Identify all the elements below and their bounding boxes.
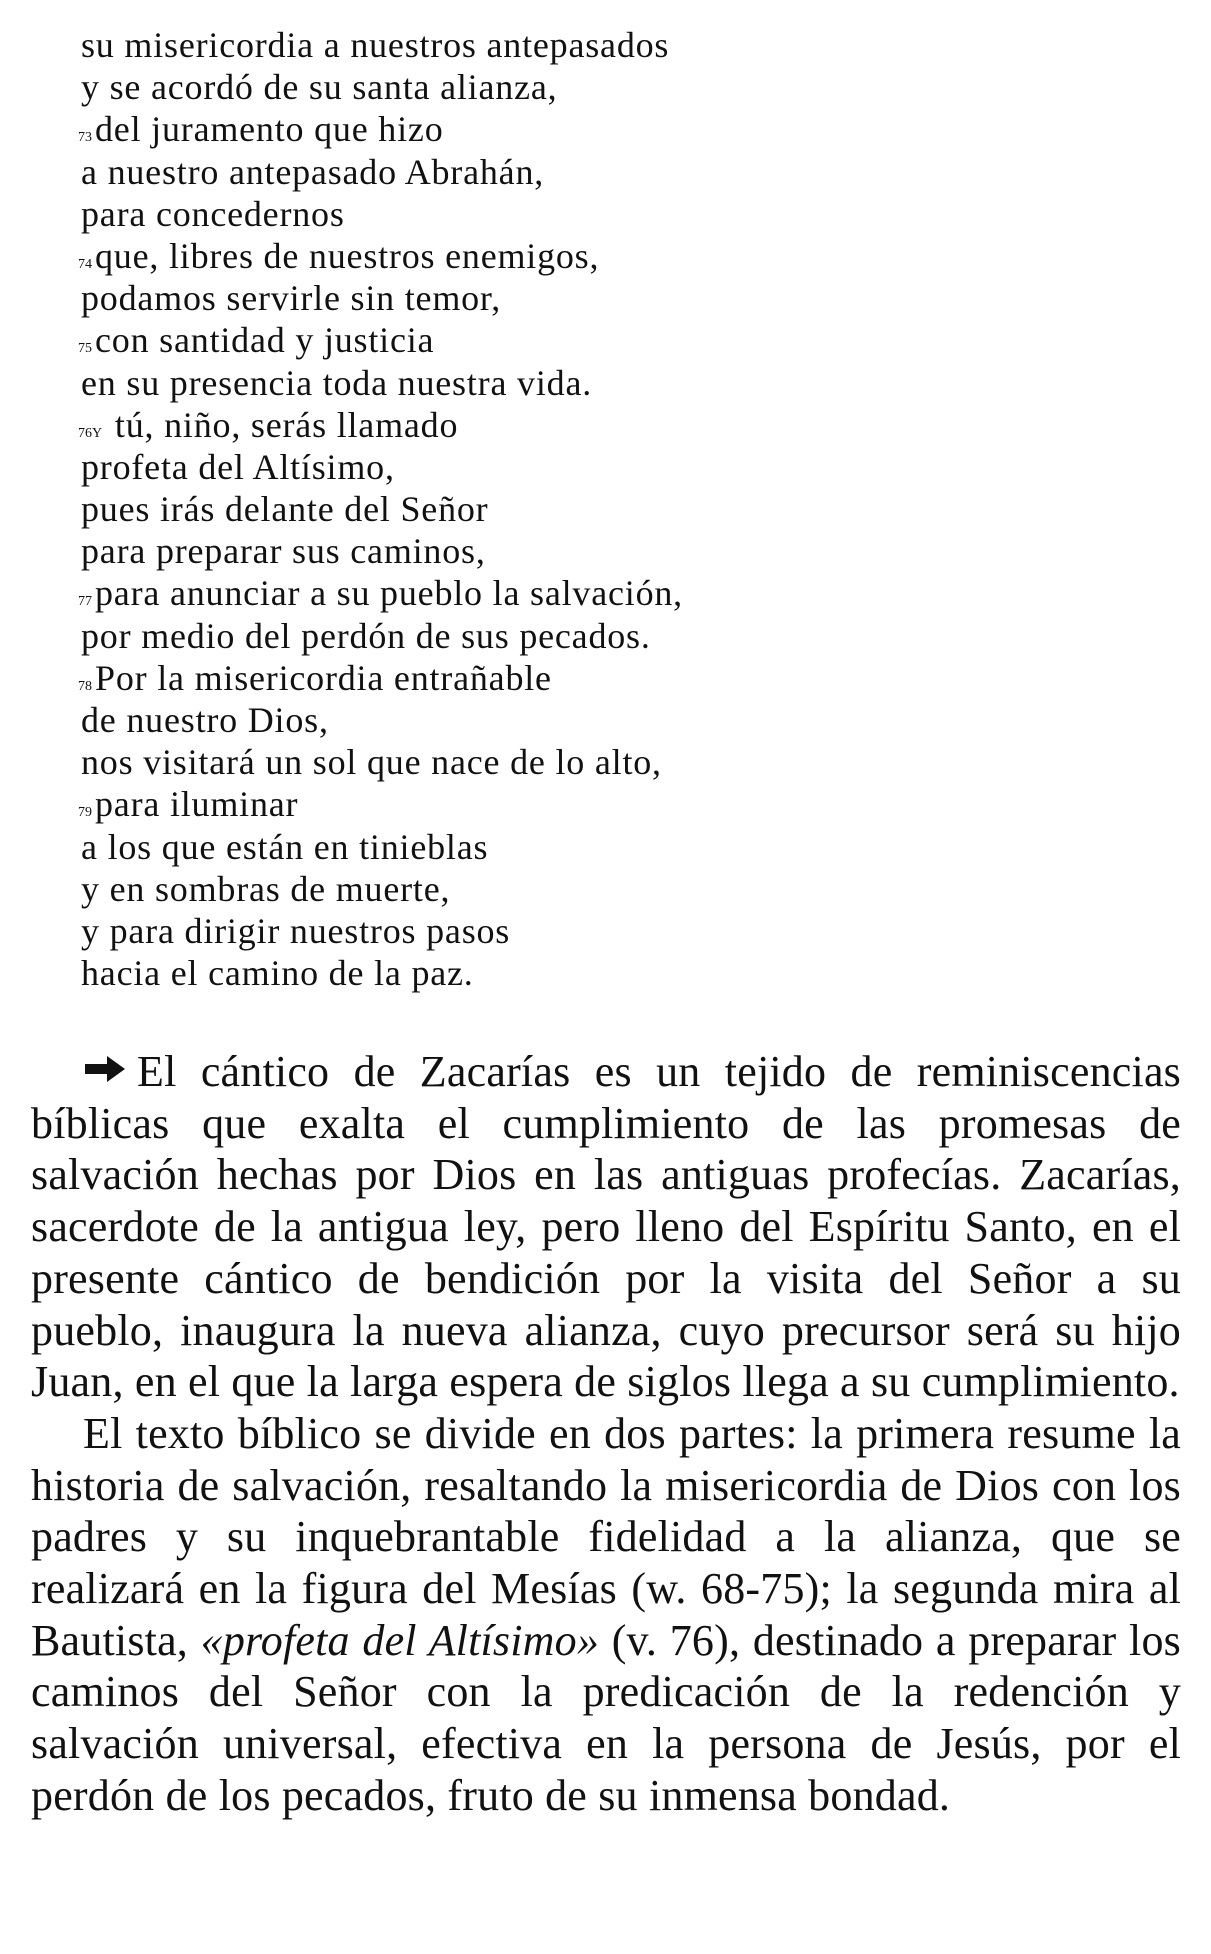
verse-text: del juramento que hizo xyxy=(95,109,444,150)
verse-number: 77 xyxy=(78,594,92,610)
verse-text: nos visitará un sol que nace de lo alto, xyxy=(81,742,662,783)
verse-number: 75 xyxy=(78,341,92,357)
verse-line xyxy=(81,530,984,572)
verse-text: por medio del perdón de sus pecados. xyxy=(81,615,651,656)
verse-text: podamos servirle sin temor, xyxy=(81,278,502,319)
verse-text: hacia el camino de la paz. xyxy=(81,953,474,994)
verse-text: para preparar sus caminos, xyxy=(81,531,486,572)
paragraph-1-text: El cántico de Zacarías es un tejido de reminiscencias bíblicas que exalta el cumplimiento de las promesas de salvación hechas por Dios en las antiguas profecías. Zacarías, sacerdote de la antigua ley, pero lleno del Espíritu Santo, en el presente cántico de bendición por la visita del Señor a su pueblo, inaugura la nueva alianza, cuyo precursor será su hijo Juan, en el que la larga espera de siglos llega a su cumplimiento. xyxy=(31,1047,1181,1407)
verse-line xyxy=(78,572,984,614)
verse-line xyxy=(78,404,984,446)
verse-text: y en sombras de muerte, xyxy=(81,868,451,909)
right-arrow-icon xyxy=(83,1054,127,1084)
verse-line xyxy=(81,615,984,657)
verse-line xyxy=(81,151,984,193)
verse-line xyxy=(78,235,984,277)
verse-text: Por la misericordia entrañable xyxy=(95,657,552,698)
verse-number: 74 xyxy=(78,256,92,272)
verse-number: 79 xyxy=(78,805,92,821)
verse-line xyxy=(81,910,984,952)
verse-line xyxy=(81,826,984,868)
verse-line xyxy=(81,66,984,108)
verse-text: y para dirigir nuestros pasos xyxy=(81,910,511,951)
verse-line xyxy=(81,868,984,910)
commentary-paragraph-1 xyxy=(31,1046,1181,1408)
verse-text: para anunciar a su pueblo la salvación, xyxy=(95,573,683,614)
verse-line xyxy=(81,362,984,404)
verse-number: 73 xyxy=(78,130,92,146)
verse-text: tú, niño, serás llamado xyxy=(105,404,459,445)
verse-line xyxy=(81,952,984,994)
verse-line xyxy=(81,488,984,530)
verse-text: en su presencia toda nuestra vida. xyxy=(81,362,593,403)
verse-number: 76Y xyxy=(78,425,103,441)
paragraph-2-text-a: El texto bíblico se divide en dos partes: la primera resume la historia de salvación, resaltando la misericordia de Dios con los padres y su inquebrantable fidelidad a la alianza, que se realizará en la figura del Mesías (w. 68-75); la segunda mira al Bautista, xyxy=(31,1408,1181,1665)
verse-text: su misericordia a nuestros antepasados xyxy=(81,25,670,65)
verse-line xyxy=(81,741,984,783)
verse-line xyxy=(78,319,984,361)
verse-text: para iluminar xyxy=(95,784,299,825)
verse-text: a los que están en tinieblas xyxy=(81,826,489,867)
verse-line xyxy=(78,783,984,825)
verse-line xyxy=(81,277,984,319)
commentary-paragraph-2 xyxy=(31,1408,1181,1822)
verse-text: para concedernos xyxy=(81,193,345,234)
verse-line xyxy=(81,24,984,66)
verse-text: con santidad y justicia xyxy=(95,320,435,361)
verse-line xyxy=(81,193,984,235)
verse-line xyxy=(78,657,984,699)
verse-text: de nuestro Dios, xyxy=(81,700,329,740)
verse-text: pues irás delante del Señor xyxy=(81,489,489,530)
verse-number: 78 xyxy=(78,678,92,694)
verse-text: que, libres de nuestros enemigos, xyxy=(95,235,600,276)
verse-line xyxy=(81,699,984,741)
commentary xyxy=(31,1046,1181,1822)
paragraph-2-text-b: (v. 76), destinado a preparar los caminos del Señor con la predicación de la redención y salvación universal, efectiva en la persona de Jesús, por el perdón de los pecados, fruto de su inmensa bondad. xyxy=(31,1615,1181,1820)
verse-text: y se acordó de su santa alianza, xyxy=(81,67,558,108)
verse-text: profeta del Altísimo, xyxy=(81,446,395,487)
verse-text: a nuestro antepasado Abrahán, xyxy=(81,151,545,192)
verse-line xyxy=(78,108,984,150)
paragraph-2-quote: «profeta del Altísimo» xyxy=(200,1615,600,1665)
canticle-verses xyxy=(78,24,984,994)
verse-line xyxy=(81,446,984,488)
